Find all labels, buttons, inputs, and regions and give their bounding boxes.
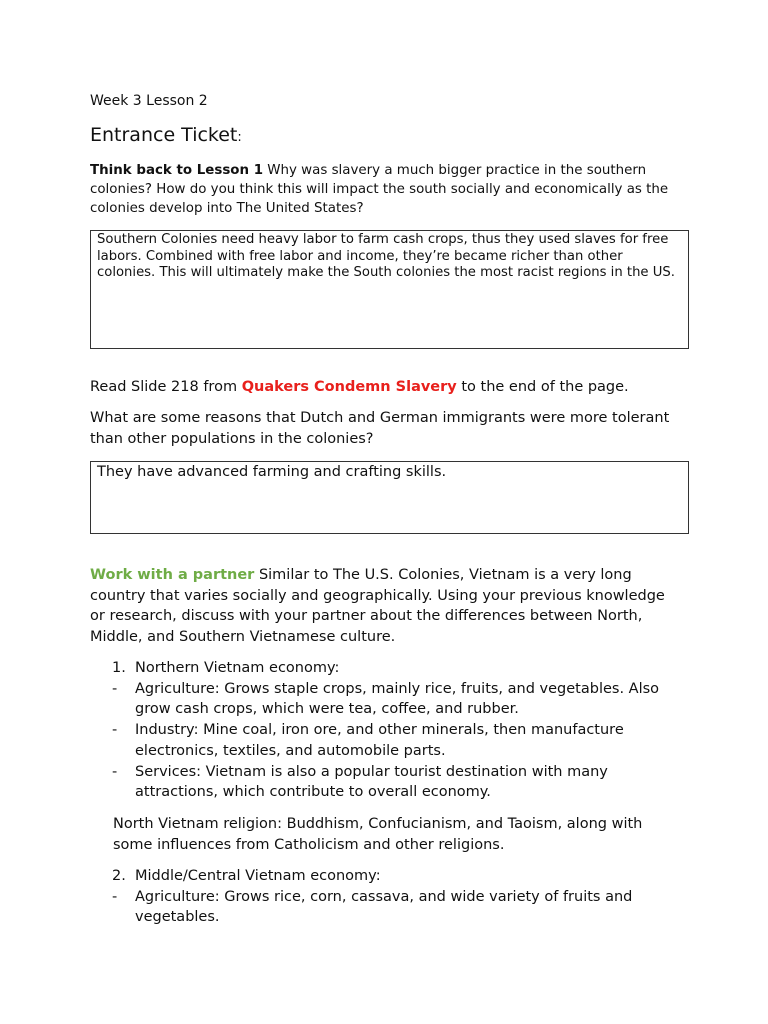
bullet-dash: - (112, 722, 118, 739)
bullet-dash: - (112, 763, 118, 780)
central-heading: Middle/Central Vietnam economy: (135, 868, 381, 884)
partner-instruction (90, 565, 680, 648)
list-item (90, 866, 680, 887)
bullet-dash: - (112, 888, 118, 905)
title-colon: : (237, 130, 242, 145)
bullet-dash: - (112, 680, 118, 697)
answer-box-1[interactable]: Southern Colonies need heavy labor to farm cash crops, thus they used slaves for free labors. Combined with free labor and income, they’re became richer than other colonies. This will ultimately make the South colonies the most racist regions in the US. (90, 230, 689, 349)
north-religion: North Vietnam religion: Buddhism, Confucianism, and Taoism, along with some influences from Catholicism and other religions. (113, 816, 643, 853)
north-list (90, 658, 680, 803)
list-number: 2. (112, 868, 126, 884)
north-heading: Northern Vietnam economy: (135, 660, 340, 676)
partner-lead: Work with a partner (90, 567, 255, 583)
list-item (90, 887, 680, 928)
north-services: Services: Vietnam is also a popular tourist destination with many attractions, which contribute to overall economy. (135, 763, 608, 801)
list-item (90, 762, 680, 803)
title-text: Entrance Ticket (90, 124, 238, 146)
list-item (90, 658, 680, 679)
page-title (90, 123, 242, 150)
reading-before: Read Slide 218 from (90, 379, 242, 395)
central-agriculture: Agriculture: Grows rice, corn, cassava, and wide variety of fruits and vegetables. (135, 888, 633, 926)
list-item (90, 679, 680, 720)
list-number: 1. (112, 660, 126, 676)
reading-highlight: Quakers Condemn Slavery (241, 379, 457, 395)
lesson-label: Week 3 Lesson 2 (90, 93, 208, 109)
partner-text: Similar to The U.S. Colonies, Vietnam is a very long country that varies socially and geographically. Using your previous knowledge or research, discuss with your partner about the differences between North, Middle, and Southern Vietnamese culture. (90, 567, 665, 646)
question-1 (90, 161, 680, 218)
north-industry: Industry: Mine coal, iron ore, and other minerals, then manufacture electronics, textiles, and automobile parts. (135, 722, 624, 759)
reading-instruction (90, 377, 629, 397)
question-1-text: Why was slavery a much bigger practice in the southern colonies? How do you think this will impact the south socially and economically as the colonies develop into The United States? (90, 163, 669, 216)
north-agriculture: Agriculture: Grows staple crops, mainly rice, fruits, and vegetables. Also grow cash crops, which were tea, coffee, and rubber. (135, 680, 660, 718)
central-list (90, 866, 680, 928)
question-2: What are some reasons that Dutch and German immigrants were more tolerant than other populations in the colonies? (90, 410, 670, 447)
answer-box-2[interactable]: They have advanced farming and crafting skills. (90, 461, 689, 534)
question-1-lead: Think back to Lesson 1 (90, 163, 264, 178)
reading-after: to the end of the page. (456, 379, 629, 395)
list-item (90, 720, 680, 761)
